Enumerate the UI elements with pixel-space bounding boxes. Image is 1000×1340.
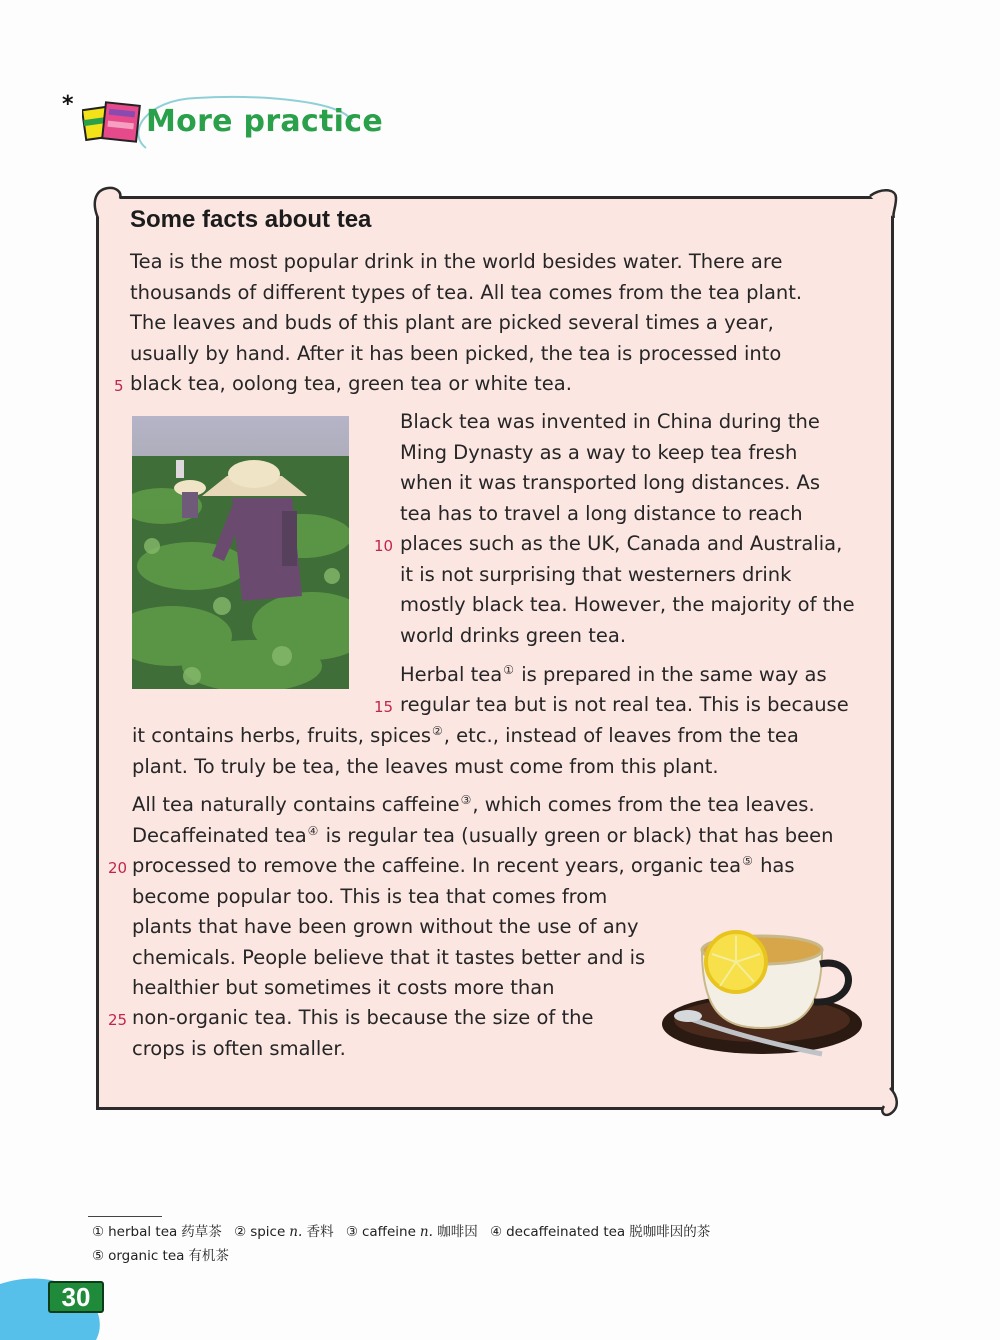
- section-title: More practice: [146, 104, 384, 139]
- footnote-mark: ①: [503, 662, 514, 677]
- text-line: Tea is the most popular drink in the world besides water. There are: [130, 250, 783, 273]
- article-title: Some facts about tea: [130, 206, 372, 233]
- text-line: processed to remove the caffeine. In recent years, organic tea⑤ has: [132, 853, 795, 877]
- text-line: places such as the UK, Canada and Australia,: [400, 532, 843, 555]
- line-number: 15: [374, 698, 394, 716]
- text-line: become popular too. This is tea that comes from: [132, 885, 608, 908]
- text-line: when it was transported long distances. As: [400, 471, 821, 494]
- footnote-mark: ③: [460, 792, 472, 807]
- footnote-mark: ⑤: [742, 853, 753, 868]
- text-line: world drinks green tea.: [400, 624, 627, 647]
- text-line: usually by hand. After it has been picked, the tea is processed into: [130, 342, 782, 365]
- line-number: 5: [114, 377, 124, 395]
- text-line: regular tea but is not real tea. This is because: [400, 693, 849, 716]
- text-line: thousands of different types of tea. All tea comes from the tea plant.: [130, 281, 803, 304]
- text-line: tea has to travel a long distance to reach: [400, 502, 803, 525]
- text-line: Herbal tea① is prepared in the same way as: [400, 662, 827, 686]
- tea-picker-photo: [132, 416, 349, 689]
- line-number: 25: [108, 1011, 128, 1029]
- text-line: it contains herbs, fruits, spices②, etc., instead of leaves from the tea: [132, 723, 799, 747]
- line-number: 20: [108, 859, 128, 877]
- text-line: All tea naturally contains caffeine③, which comes from the tea leaves.: [132, 792, 815, 816]
- star-marker: *: [62, 92, 74, 117]
- footnote-row: [92, 1244, 237, 1264]
- text-line: non-organic tea. This is because the size of the: [132, 1006, 594, 1029]
- footnote-item: ⑤ organic tea 有机茶: [92, 1248, 229, 1264]
- text-line: The leaves and buds of this plant are picked several times a year,: [130, 311, 774, 334]
- text-line: mostly black tea. However, the majority of the: [400, 593, 855, 616]
- text-line: crops is often smaller.: [132, 1037, 346, 1060]
- text-line: black tea, oolong tea, green tea or white tea.: [130, 372, 572, 395]
- text-line: Black tea was invented in China during the: [400, 410, 820, 433]
- footnote-row: [92, 1220, 718, 1240]
- footnote-mark: ②: [432, 723, 443, 738]
- text-line: it is not surprising that westerners drink: [400, 563, 792, 586]
- footnote-item: ② spice n. 香料: [234, 1224, 334, 1240]
- line-number: 10: [374, 537, 394, 555]
- footnote-item: ① herbal tea 药草茶: [92, 1224, 222, 1240]
- text-line: plant. To truly be tea, the leaves must come from this plant.: [132, 755, 719, 778]
- book-icon: [82, 96, 144, 146]
- box-corner-curl-bottom-right: [868, 1086, 904, 1118]
- text-line: Decaffeinated tea④ is regular tea (usually green or black) that has been: [132, 823, 834, 847]
- footnote-mark: ④: [307, 823, 319, 838]
- box-corner-curl-top-left: [86, 184, 126, 220]
- box-corner-curl-top-right: [866, 184, 906, 220]
- footnote-item: ④ decaffeinated tea 脱咖啡因的茶: [490, 1224, 711, 1240]
- footnote-rule: [88, 1216, 162, 1217]
- text-line: plants that have been grown without the use of any: [132, 915, 639, 938]
- teacup-lemon-image: [662, 920, 868, 1060]
- footnote-item: ③ caffeine n. 咖啡因: [345, 1224, 478, 1240]
- page-number: 30: [48, 1281, 104, 1313]
- text-line: healthier but sometimes it costs more than: [132, 976, 555, 999]
- text-line: chemicals. People believe that it tastes better and is: [132, 946, 646, 969]
- text-line: Ming Dynasty as a way to keep tea fresh: [400, 441, 798, 464]
